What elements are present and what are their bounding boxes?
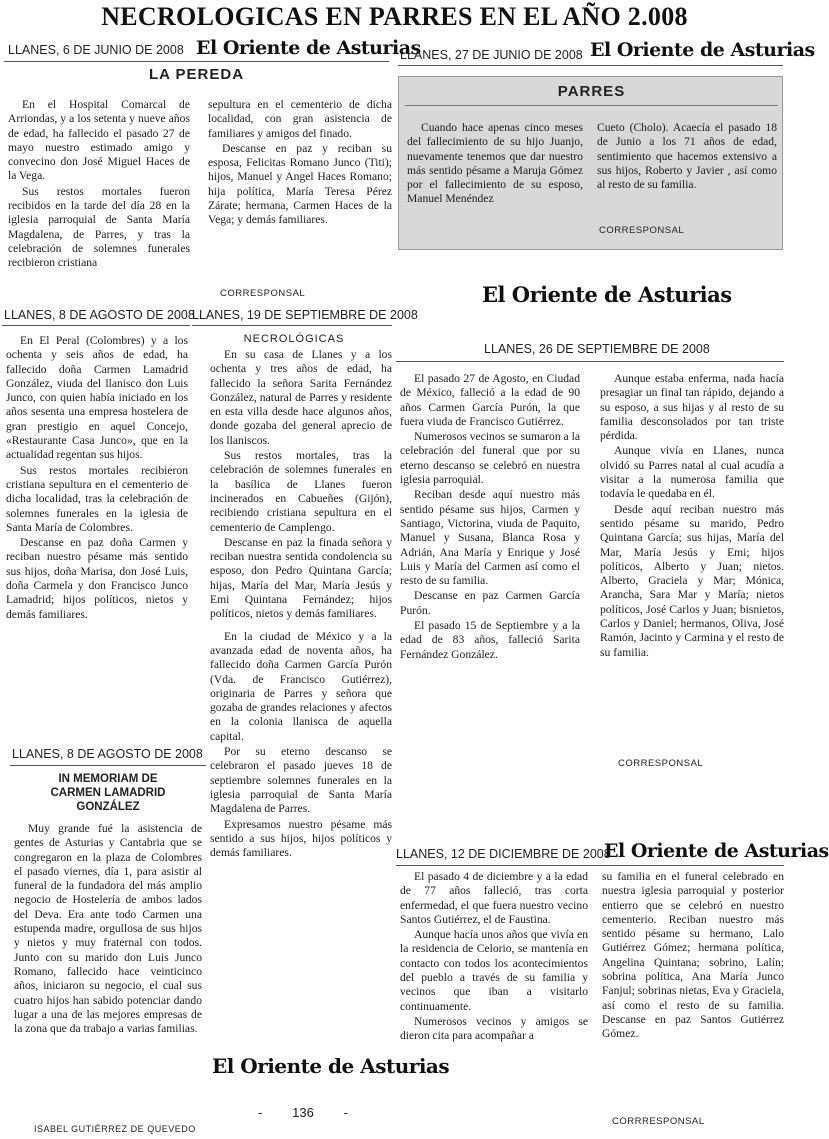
article-signature: CORRESPONSAL [618, 758, 704, 769]
heading-line: GONZÁLEZ [76, 801, 140, 813]
article-paragraph: Aunque estaba enferma, nada hacía presagiar un final tan rápido, dejando a su esposo, a sus hijas y al resto de su familia desconsolados por tan triste pérdida. [600, 372, 784, 443]
article-header-la-pereda [4, 36, 421, 62]
article-heading: NECROLÓGICAS [243, 333, 345, 345]
newspaper-masthead: El Oriente de Asturias [212, 1054, 450, 1078]
article-paragraph: Desde aquí reciban nuestro más sentido pésame su marido, Pedro Quintana García; sus hijas, María del Mar, María Jesús y Emi; hijos políticos, Alberto y Juan; nietos. Alberto, Graciela y Mar; Mónica, Arancha, Sara Mar y María; nietos políticos, José Carlos y Juan; bisnietos, Carlos y Daniel; hermanos, Oliva, José Ramón, Jacinto y Carmina y el resto de su familia. [600, 502, 784, 659]
article-column [597, 121, 777, 193]
article-paragraph: Aunque hacía unos años que vivía en la residencia de Celorio, se mantenía en contacto con todos los acontecimientos del pueblo a través de su familia y vecinos que iban a visitarlo continuamente. [400, 928, 588, 1013]
article-paragraph: Descanse en paz la finada señora y reciban nuestra sentida condolencia su esposo, don Pedro Quintana García; hijas, María del Mar, María Jesús y Emi Quintana Fernández; hijos políticos, nietos y demás familiares. [210, 535, 392, 621]
article-paragraph: sepultura en el cementerio de dicha localidad, con gran asistencia de familiares y amigos del finado. [208, 98, 392, 140]
article-signature: CORRRESPONSAL [612, 1116, 705, 1127]
article-paragraph: En El Peral (Colombres) y a los ochenta y seis años de edad, ha fallecido doña Carmen Lamadrid González, viuda del llanisco don Luis Junco, con quien había iniciado en los años sesenta una empresa hostelera de gran prestigio en aquel Concejo, «Restaurante Casa Junco», que en la actualidad regentan sus hijos. [6, 334, 188, 462]
article-date: LLANES, 27 DE JUNIO DE 2008 [400, 48, 583, 62]
article-column [208, 98, 392, 229]
article-column [400, 870, 588, 1045]
article-column [14, 822, 202, 1037]
article-column [600, 372, 784, 661]
article-column [210, 348, 392, 861]
article-paragraph: Descanse en paz y reciban su esposa, Felicitas Romano Junco (Titi); hijos, Manuel y Angel Haces Romano; hija política, María Teresa Pérez Zárate; hermana, Carmen Haces de la Vega; y demás familiares. [208, 141, 392, 227]
article-paragraph: En el Hospital Comarcal de Arriondas, y a los setenta y nueve años de edad, ha fallecido el pasado 27 de mayo nuestro estimado amigo y convecino don José Miguel Haces de la Vega. [8, 98, 190, 183]
newspaper-masthead: El Oriente de Asturias [196, 37, 421, 59]
article-column [400, 372, 580, 663]
article-header-in-memoriam [10, 742, 206, 766]
article-paragraph: En su casa de Llanes y a los ochenta y tres años de edad, ha fallecido la señora Sarita Fernández González, natural de Parres y residente en esta villa desde hace algunos años, donde gozaba del general aprecio de los llaniscos. [210, 348, 392, 447]
article-date: LLANES, 12 DE DICIEMBRE DE 2008 [396, 847, 611, 861]
article-header-necrologicas [192, 304, 418, 326]
article-paragraph: Muy grande fué la asistencia de gentes de Asturias y Cantabria que se congregaron en la plaza de Colombres el pasado viernes, día 1, para asistir al funeral de la fundadora del más amplio negocio de Hostelería de ambos lados del Deva. Era ante todo Carmen una estupenda madre, orgullosa de sus hijos y nietos y muy fraternal con todos. Junto con su marido don Luis Junco Romano, fallecido hace veinticinco años, iniciaron su negocio, el cual sus cuatro hijos han sabido potenciar dando lugar a una de las mejores empresas de la zona que da trabajo a varias familias. [14, 822, 202, 1036]
article-date: LLANES, 6 DE JUNIO DE 2008 [8, 43, 184, 57]
article-paragraph: Descanse en paz doña Carmen y reciban nuestro pésame más sentido sus hijos, doña Marisa, don José Luis, doña Carmela y don Francisco Junco Lamadrid; hijos políticos, nietos y demás familiares. [6, 536, 188, 621]
page-title: NECROLOGICAS EN PARRES EN EL AÑO 2.008 [101, 2, 688, 31]
article-heading: LA PEREDA [148, 66, 245, 83]
article-header-el-peral [2, 304, 195, 326]
article-date: LLANES, 19 DE SEPTIEMBRE DE 2008 [192, 308, 418, 322]
article-paragraph: Por su eterno descanso se celebraron el pasado jueves 18 de septiembre solemnes funerales en la iglesia parroquial de Santa María Magdalena de Parres. [210, 745, 392, 816]
article-column [602, 870, 784, 1043]
article-paragraph: En la ciudad de México y a la avanzada edad de noventa años, ha fallecido doña Carmen García Purón (Vda. de Francisco Gutiérrez), originaria de Parres y señora que gozaba de grandes relaciones y afectos en la colonia llanisca de aquella capital. [210, 629, 392, 743]
article-column [407, 121, 583, 208]
article-paragraph: El pasado 4 de diciembre y a la edad de 77 años falleció, tras corta enfermedad, el que fuera nuestro vecino Santos Gutiérrez, el de Faustina. [400, 870, 588, 926]
page-number-dash: - [343, 1105, 348, 1120]
boxed-article [398, 76, 783, 250]
heading-divider [405, 105, 778, 106]
article-paragraph: Numerosos vecinos se sumaron a la celebración del funeral que por su eterno descanso se celebró en nuestra iglesia parroquial. [400, 430, 580, 487]
article-column [6, 334, 188, 623]
article-date: LLANES, 8 DE AGOSTO DE 2008 [12, 747, 203, 761]
article-paragraph: Cuando hace apenas cinco meses del fallecimiento de su hijo Juanjo, nuevamente tenemos que dar nuestro más sentido pésame a Maruja Gómez por el fallecimiento de su esposo, Manuel Menéndez [407, 121, 583, 206]
article-paragraph: Descanse en paz Carmen García Purón. [400, 589, 580, 617]
article-header-parres [398, 38, 815, 66]
article-heading: PARRES [557, 83, 626, 100]
heading-line: CARMEN LAMADRID [50, 787, 166, 799]
page-number: 136 [292, 1105, 314, 1120]
article-header-septiembre [396, 338, 784, 362]
page-number-dash: - [258, 1105, 263, 1120]
newspaper-masthead: El Oriente de Asturias [482, 282, 732, 307]
article-header-diciembre [396, 838, 829, 866]
page-number-block [258, 1105, 348, 1120]
article-paragraph: El pasado 15 de Septiembre y a la edad de 83 años, falleció Sarita Fernández González. [400, 619, 580, 661]
heading-line: IN MEMORIAM DE [58, 773, 158, 785]
article-paragraph: Sus restos mortales, tras la celebración de solemnes funerales en la basílica de Llanes fueron incinerados en Cabueñes (Gijón), recibiendo cristiana sepultura en el cementerio de Camplengo. [210, 449, 392, 534]
article-paragraph: Sus restos mortales recibieron cristiana sepultura en el cementerio de dicha localidad, tras la celebración de solemnes funerales en la iglesia de Santa María de Colombres. [6, 463, 188, 534]
article-column [8, 98, 190, 272]
article-date: LLANES, 8 DE AGOSTO DE 2008 [4, 308, 195, 322]
article-paragraph: Numerosos vecinos y amigos se dieron cita para acompañar a [400, 1014, 588, 1043]
article-signature: ISABEL GUTIÉRREZ DE QUEVEDO [34, 1124, 196, 1134]
article-paragraph: Reciban desde aquí nuestro más sentido pésame sus hijos, Carmen y Santiago, Victorina, viuda de Paquito, Manuel y Susana, Blanca Rosa y Adrián, Ana María y Enrique y José Luis y María del Carmen así como el resto de su familia. [400, 488, 580, 588]
article-paragraph: Sus restos mortales fueron recibidos en la tarde del día 28 en la iglesia parroquial de Santa María Magdalena, de Parres, y tras la celebración de solemnes funerales recibieron cristiana [8, 184, 190, 270]
newspaper-masthead: El Oriente de Asturias [590, 39, 815, 61]
article-paragraph: El pasado 27 de Agosto, en Ciudad de México, falleció a la edad de 90 años Carmen García Purón, la que fuera viuda de Francisco Gutiérrez. [400, 372, 580, 428]
article-signature: CORRESPONSAL [220, 288, 306, 299]
article-date: LLANES, 26 DE SEPTIEMBRE DE 2008 [484, 342, 710, 356]
newspaper-masthead: El Oriente de Asturias [604, 840, 829, 862]
in-memoriam-heading [10, 772, 206, 814]
article-paragraph: Cueto (Cholo). Acaecía el pasado 18 de Junio a los 71 años de edad, sentimiento que hacemos extensivo a sus hijos, Roberto y Javier , así como al resto de su familia. [597, 121, 777, 192]
article-paragraph: su familia en el funeral celebrado en nuestra iglesia parroquial y posterior entierro que se celebró en nuestro cementerio. Reciban nuestro más sentido pésame su hermano, Lalo Gutiérrez Gómez; hermana política, Angelina Quintana; sobrino, Lalín; sobrina política, Ana María Junco Fanjul; sobrinas nietas, Eva y Graciela, así como el resto de su familia. Descanse en paz Santos Gutiérrez Gómez. [602, 870, 784, 1041]
article-paragraph: Aunque vivía en Llanes, nunca olvidó su Parres natal al cual acudía a visitar a la numerosa familia que todavía le quedaba en él. [600, 444, 784, 501]
article-signature: CORRESPONSAL [599, 225, 685, 236]
article-paragraph: Expresamos nuestro pésame más sentido a sus hijos, hijos políticos y demás familiares. [210, 817, 392, 860]
